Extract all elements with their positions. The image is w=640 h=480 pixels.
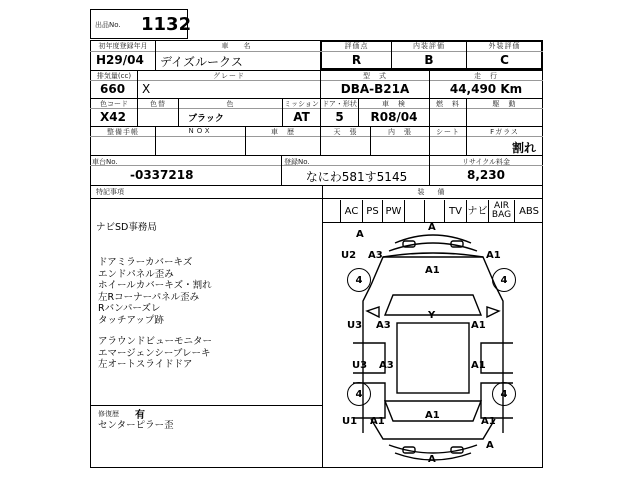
note-item: Rバンパーズレ: [98, 303, 161, 314]
damage-mark: U2: [341, 250, 357, 261]
note-item: ドアミラーカバーキズ: [98, 257, 193, 268]
seat-label: シート: [436, 128, 460, 136]
damage-mark: A: [486, 440, 494, 451]
damage-mark: A1: [481, 416, 496, 427]
equipment-item: [404, 200, 424, 222]
damage-mark: A1: [471, 360, 486, 371]
equipment-item-ac: AC: [340, 200, 362, 222]
roof-label: 天 張: [333, 128, 358, 136]
lot-number-value: 1132: [141, 14, 192, 35]
damage-mark: A3: [379, 360, 394, 371]
notes-group-1: [98, 257, 212, 326]
tire-rear-left: 4: [347, 382, 371, 406]
damage-mark: A: [428, 454, 436, 465]
equipment-item-pw: PW: [382, 200, 404, 222]
exterior-value: C: [500, 53, 509, 67]
equipment-item-abs: ABS: [514, 200, 543, 222]
repair-value: 有: [135, 410, 145, 421]
note-item: エマージェンシーブレーキ: [98, 347, 211, 359]
tire-front-left: 4: [347, 268, 371, 292]
tire-rear-right: 4: [492, 382, 516, 406]
registration-label: 登録No.: [284, 158, 310, 166]
color-value: ブラック: [188, 114, 224, 124]
model-label: 型 式: [363, 72, 387, 80]
damage-mark: A1: [370, 416, 385, 427]
registration-value: なにわ581す5145: [305, 170, 408, 184]
history-label: 車 歴: [271, 128, 295, 136]
damage-mark: A3: [368, 250, 383, 261]
color-label: 色: [226, 100, 235, 108]
color-code-label: 色コード: [100, 100, 128, 108]
grade-value: X: [142, 82, 151, 96]
drive-label: 駆 動: [492, 100, 517, 108]
chassis-label: 車台No.: [92, 158, 118, 166]
note-item: ホイールカバーキズ・割れ: [98, 280, 212, 291]
damage-mark: A: [428, 222, 436, 233]
inspection-label: 車 検: [382, 100, 406, 108]
damage-mark: A1: [471, 320, 486, 331]
note-item: アラウンドビューモニター: [98, 336, 213, 347]
damage-mark: U3: [352, 360, 368, 371]
mileage-label: 走 行: [474, 72, 498, 80]
note-item: エンドパネル歪み: [98, 268, 174, 280]
damage-mark: A1: [425, 410, 440, 421]
doors-label: ドア・形状: [322, 100, 357, 108]
damage-mark: A: [356, 229, 364, 240]
notes-title: 特記事項: [96, 188, 124, 196]
note-item: 左オートスライドドア: [98, 359, 193, 370]
tire-front-right: 4: [492, 268, 516, 292]
equipment-item-navi: ナビ: [466, 200, 488, 222]
nox-label: NOX: [188, 127, 213, 135]
exterior-label: 外装評価: [488, 42, 521, 50]
damage-mark: A3: [376, 320, 391, 331]
damage-mark: Y: [428, 310, 436, 321]
color-type-label: 色替: [150, 100, 166, 108]
score-value: R: [351, 53, 362, 67]
damage-mark: A1: [486, 250, 501, 261]
equipment-item: [322, 200, 340, 222]
car-name-value: デイズルークス: [160, 55, 243, 69]
damage-mark: U3: [347, 320, 363, 331]
damage-mark: A1: [425, 265, 440, 276]
mission-label: ミッション: [284, 100, 319, 108]
first-reg-label: 初年度登録年月: [98, 42, 148, 50]
car-name-label: 車 名: [221, 42, 255, 50]
notes-group-2: [98, 336, 212, 371]
mission-value: AT: [293, 110, 310, 124]
grade-label: グレード: [213, 72, 245, 80]
repair-note: センターピラー歪: [98, 420, 174, 431]
inspection-value: R08/04: [370, 110, 418, 124]
manual-label: 整備手帳: [107, 128, 139, 136]
note-item: タッチアップ跡: [98, 314, 164, 326]
equipment-item-tv: TV: [444, 200, 466, 222]
equipment-item: [424, 200, 444, 222]
chassis-value: -0337218: [130, 168, 194, 182]
lining-label: 内 張: [388, 128, 412, 136]
mileage-value: 44,490 Km: [449, 82, 523, 96]
lot-number-label: 出品No.: [95, 21, 121, 29]
doors-value: 5: [335, 110, 344, 124]
interior-value: B: [424, 53, 434, 67]
notes-line: ナビSD事務局: [96, 222, 157, 233]
recycle-value: 8,230: [467, 168, 505, 182]
score-label: 評価点: [344, 42, 369, 50]
damage-mark: U1: [342, 416, 358, 427]
model-value: DBA-B21A: [340, 82, 410, 96]
equipment-item-airbag: AIR BAG: [488, 200, 514, 222]
repair-label: 修復歴: [98, 410, 119, 418]
equipment-title: 装 備: [417, 188, 448, 196]
cc-value: 660: [100, 82, 126, 96]
glass-value: 割れ: [511, 141, 536, 155]
note-item: 左Rコーナーパネル歪み: [98, 291, 200, 303]
color-code-value: X42: [100, 110, 126, 124]
recycle-label: リサイクル料金: [461, 158, 511, 166]
interior-label: 内装評価: [413, 42, 445, 50]
cc-label: 排気量(cc): [96, 72, 132, 80]
fuel-label: 燃 料: [436, 100, 460, 108]
glass-label: Fガラス: [490, 128, 519, 136]
equipment-item-ps: PS: [362, 200, 382, 222]
first-reg-value: H29/04: [96, 53, 144, 67]
lot-number-box: [90, 9, 192, 39]
